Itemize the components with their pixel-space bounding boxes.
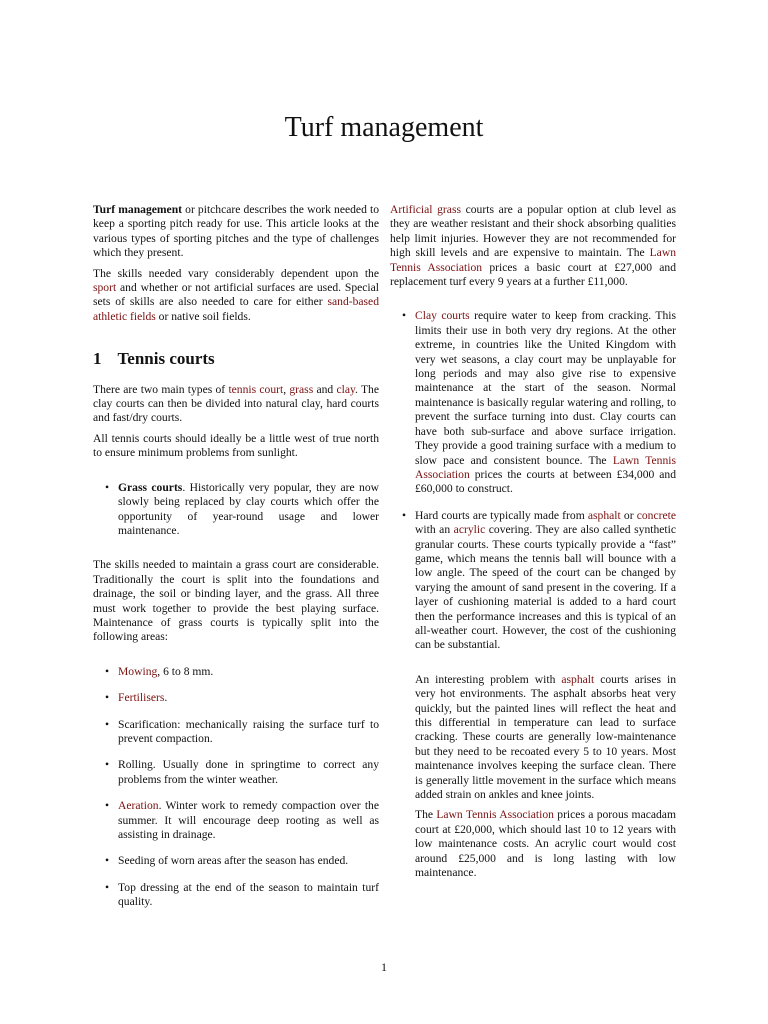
acrylic-link[interactable]: acrylic [453,523,486,537]
page-number: 1 [381,960,387,974]
asphalt-paragraph [415,673,676,803]
lawn-tennis-association-link[interactable]: Lawn Tennis Association [390,246,676,274]
text: The [415,808,437,822]
list-item [390,309,676,496]
aeration-link[interactable]: Aeration [118,799,159,813]
text: and [313,382,337,396]
intro-term: Turf management [93,203,183,216]
lta-prices-paragraph [415,808,676,880]
court-types-list [390,309,676,652]
text: or [620,508,637,522]
page-title: Turf management [284,112,484,143]
list-item [390,509,676,653]
intro-paragraph [93,203,379,261]
text: , 6 to 8 mm. [157,664,214,678]
list-item [93,665,379,679]
mowing-link[interactable]: Mowing [118,664,158,678]
orientation-paragraph: All tennis courts should ideally be a little west of true north to ensure minimum problems from sunlight. [93,431,379,460]
text: courts arises in very hot environments. The asphalt absorbs heat very quickly, but the painted lines will reflect the heat and this differential in temperature can lead to surface cracking. These courts are generally low-maintenance but they need to be recoated every 5 to 10 years. Most maintenance involves keeping the surface clean. There is generally little movement in the surface which means added strain on ankles and knee joints. [415,672,676,802]
artificial-grass-link[interactable]: Artificial grass [390,203,461,216]
text: courts are a popular option at club level as they are weather resistant and their shock absorbing qualities help limit injuries. However they are not recommended for high skill levels and are expensive to maintain. The [390,203,676,260]
right-column [390,203,676,886]
concrete-link[interactable]: concrete [636,508,676,522]
asphalt-link[interactable]: asphalt [587,508,621,522]
text: An interesting problem with [415,672,562,686]
sport-link[interactable]: sport [93,281,117,295]
text: , [283,382,290,396]
section-heading-tennis-courts [93,349,379,369]
grass-courts-list [93,481,379,539]
text: with an [415,523,454,537]
intro-text: or pitchcare describes the work needed to keep a sporting pitch ready for use. This article looks at the various types of sporting pitches and the type of challenges which they present. [93,203,380,260]
text: or native soil fields. [155,309,251,323]
sand-based-fields-link[interactable]: sand-based athletic fields [93,295,379,323]
text: prices a basic court at £27,000 and replacement turf every 9 years at a further £11,000. [390,260,677,289]
clay-link[interactable]: clay [336,382,356,396]
text: . [164,691,168,705]
maintenance-list [93,665,379,910]
left-column [93,203,379,930]
text: The skills needed vary considerably dependent upon the [93,266,379,280]
asphalt-link[interactable]: asphalt [561,672,595,686]
lawn-tennis-association-link[interactable]: Lawn Tennis Association [415,453,676,481]
skills-paragraph [93,267,379,325]
text: covering. They are also called synthetic granular courts. These courts typically provide a “fast” game, which means the tennis ball will bounce with a low angle. The speed of the court can be changed by varying the amount of sand present in the covering. If a layer of cushioning material is added to a hard court then the performance increases and this is typical of an all-weather court. However, the cost of the cushioning can be substantial. [415,523,676,652]
text: require water to keep from cracking. This limits their use in both very dry regions. At the other extreme, in countries like the United Kingdom with very wet seasons, a clay court may be unplayable for long periods and may also give rise to expensive maintenance at the start of the season. Normal maintenance is basically regular watering and rolling, to prevent the surface turning into dust. Clay courts can have both sub-surface and above surface irrigation. They provide a good training surface with a medium to slow pace and consistent bounce. The [415,309,676,467]
section-title: Tennis courts [117,349,215,369]
list-item [93,799,379,842]
fertilisers-link[interactable]: Fertilisers [118,691,165,705]
list-item: • Rolling. Usually done in springtime to correct any problems from the winter weather. [93,758,379,787]
text: prices a porous macadam court at £20,000, which should last 10 to 12 years with low maintenance costs. An acrylic court would cost around £25,000 and is long lasting with low maintenance. [415,808,676,880]
section-number: 1 [93,349,102,369]
lawn-tennis-association-link[interactable]: Lawn Tennis Association [436,808,554,822]
text: . The clay courts can then be divided into natural clay, hard courts and fast/dry courts. [93,382,380,425]
court-types-paragraph [93,383,379,426]
grass-link[interactable]: grass [289,382,314,396]
grass-maintenance-paragraph: The skills needed to maintain a grass court are considerable. Traditionally the court is split into the foundations and drainage, the soil or binding layer, and the grass. All three must work together to provide the best playing surface. Maintenance of grass courts is typically split into the following areas: [93,558,379,644]
clay-courts-link[interactable]: Clay courts [415,309,470,323]
artificial-grass-paragraph [390,203,676,289]
text: and whether or not artificial surfaces are used. Special sets of skills are also needed to care for either [93,281,379,309]
text: . Winter work to remedy compaction over the summer. It will encourage deep rooting as well as assisting in drainage. [118,799,379,841]
text: There are two main types of [93,382,229,396]
tennis-court-link[interactable]: tennis court [228,382,284,396]
text: . Historically very popular, they are now slowly being replaced by clay courts which offer the opportunity of year-round usage and lower maintenance. [118,480,379,537]
text: Hard courts are typically made from [415,508,588,522]
hard-courts-continuation [390,673,676,881]
list-item [93,481,379,539]
list-item: • Top dressing at the end of the season to maintain turf quality. [93,881,379,910]
list-item: • Seeding of worn areas after the season has ended. [93,854,379,868]
list-item [93,691,379,705]
text: prices the courts at between £34,000 and £60,000 to construct. [415,467,676,496]
list-item: • Scarification: mechanically raising the surface turf to prevent compaction. [93,718,379,747]
grass-courts-term: Grass courts [118,480,183,494]
